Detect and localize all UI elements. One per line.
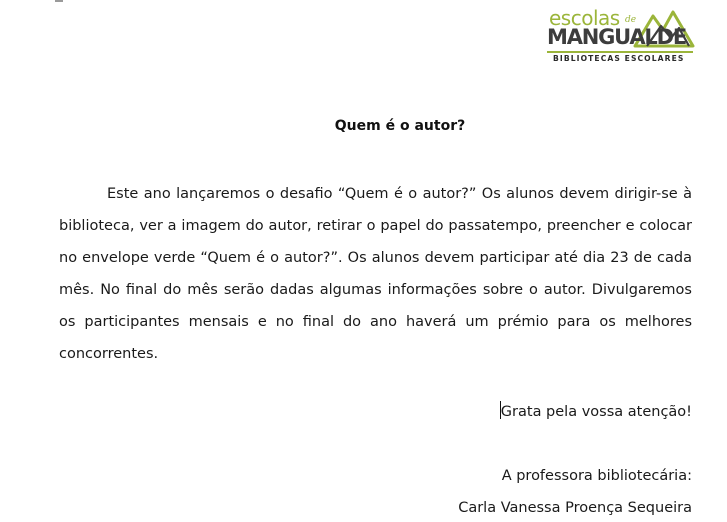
signature-name: Carla Vanessa Proença Sequeira [458, 500, 692, 516]
document-paragraph: Este ano lançaremos o desafio “Quem é o autor?” Os alunos devem dirigir-se à biblioteca, ver a imagem do autor, retirar o papel do passatempo, preencher e colocar no envelope verde “Quem é o autor?”. Os alunos devem participar até dia 23 de cada mês. No final do mês serão dadas algumas informações sobre o autor. Divulgaremos os participantes mensais e no final do ano haverá um prémio para os melhores concorrentes. [59, 186, 692, 362]
logo-de-text: de [625, 15, 637, 25]
document-title: Quem é o autor? [334, 118, 466, 134]
logo-mangualde-text: MANGUALDE [547, 25, 686, 49]
logo-subtitle-text: BIBLIOTECAS ESCOLARES [553, 54, 685, 63]
escolas-mangualde-logo [545, 6, 705, 68]
closing-line[interactable] [500, 401, 692, 423]
logo-escolas-text: escolas [549, 6, 620, 30]
logo-underline [547, 51, 693, 53]
closing-text: Grata pela vossa atenção! [500, 404, 692, 420]
signature-role: A professora bibliotecária: [501, 468, 692, 484]
page-corner-mark [55, 0, 63, 2]
